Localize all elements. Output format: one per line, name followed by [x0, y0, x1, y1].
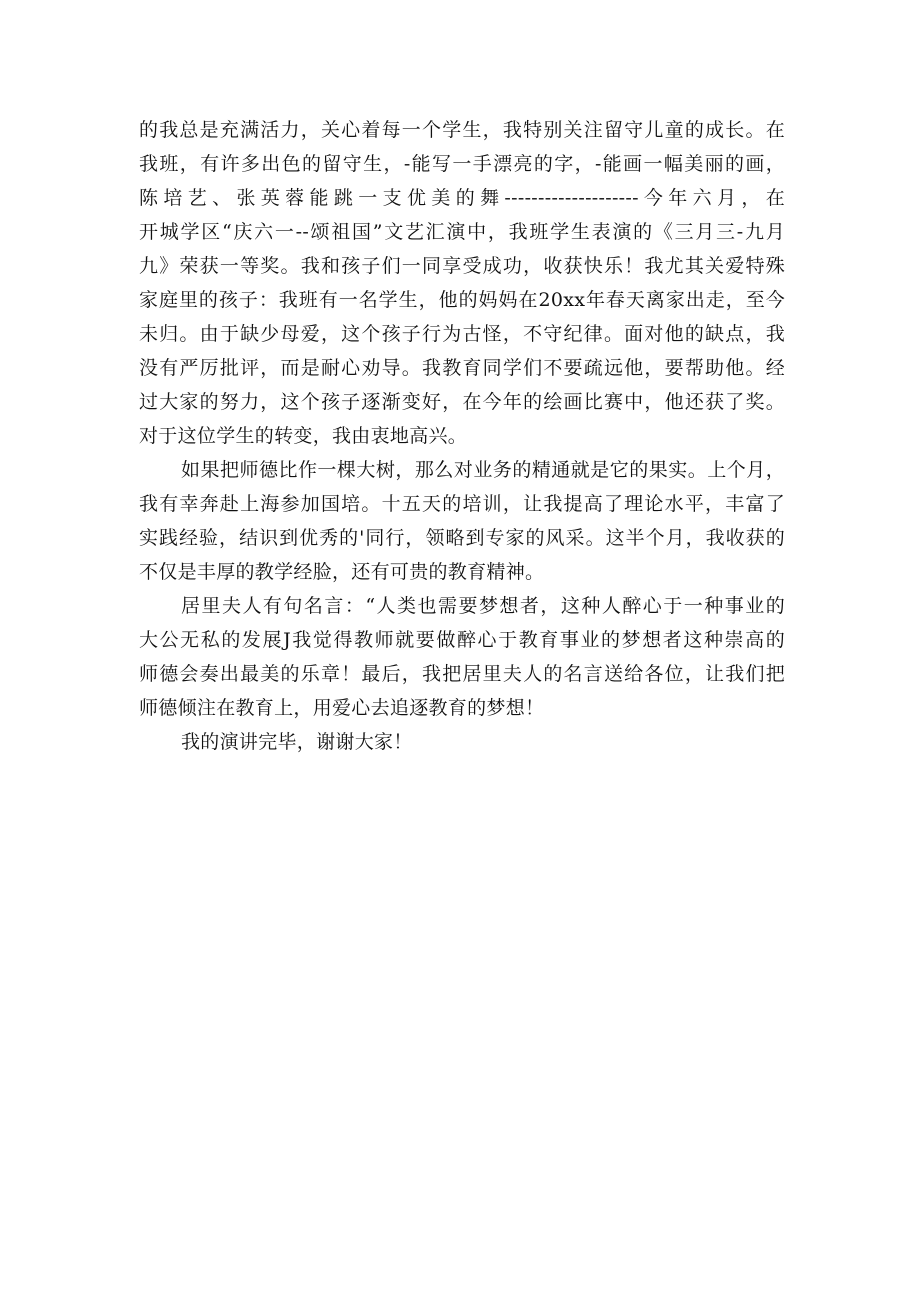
text-line-4: 开城学区“庆六一--颂祖国”文艺汇演中，我班学生表演的《三月三-九月 — [139, 221, 785, 243]
text-line-5: 九》荣获一等奖。我和孩子们一同享受成功，收获快乐！我尤其关爱特殊 — [139, 255, 785, 277]
text-line-3: 陈培艺、张英蓉能跳一支优美的舞--------------------今年六月，在 — [139, 187, 785, 209]
text-line-2: 我班，有许多出色的留守生，-能写一手漂亮的字，-能画一幅美丽的画， — [139, 153, 785, 175]
text-line-9: 过大家的努力，这个孩子逐渐变好，在今年的绘画比赛中，他还获了奖。 — [139, 391, 785, 413]
text-line-6: 家庭里的孩子：我班有一名学生，他的妈妈在20xx年春天离家出走，至今 — [139, 289, 785, 311]
text-line-7: 未归。由于缺少母爱，这个孩子行为古怪，不守纪律。面对他的缺点，我 — [139, 323, 785, 345]
text-line-17: 师德会奏出最美的乐章！最后，我把居里夫人的名言送给各位，让我们把 — [139, 663, 785, 685]
text-line-1: 的我总是充满活力，关心着每一个学生，我特别关注留守儿童的成长。在 — [139, 119, 785, 141]
text-line-14: 不仅是丰厚的教学经脸，还有可贵的教育精神。 — [139, 561, 545, 583]
speech-body-text — [139, 113, 785, 759]
text-line-15: 居里夫人有句名言：“人类也需要梦想者，这种人醉心于一种事业的 — [181, 595, 785, 617]
text-line-18: 师德倾注在教育上，用爱心去追逐教育的梦想！ — [139, 697, 545, 719]
text-line-19: 我的演讲完毕，谢谢大家！ — [181, 731, 413, 753]
text-line-16: 大公无私的发展J我觉得教师就要做醉心于教育事业的梦想者这种崇高的 — [139, 629, 785, 651]
text-line-8: 没有严厉批评，而是耐心劝导。我教育同学们不要疏远他，要帮助他。经 — [139, 357, 785, 379]
text-line-12: 我有幸奔赴上海参加国培。十五天的培训，让我提高了理论水平，丰富了 — [139, 493, 785, 515]
text-line-11: 如果把师德比作一棵大树，那么对业务的精通就是它的果实。上个月， — [181, 459, 785, 481]
text-line-10: 对于这位学生的转变，我由衷地高兴。 — [139, 425, 468, 447]
text-line-13: 实践经验，结识到优秀的'同行，领略到专家的风采。这半个月，我收获的 — [139, 527, 785, 549]
